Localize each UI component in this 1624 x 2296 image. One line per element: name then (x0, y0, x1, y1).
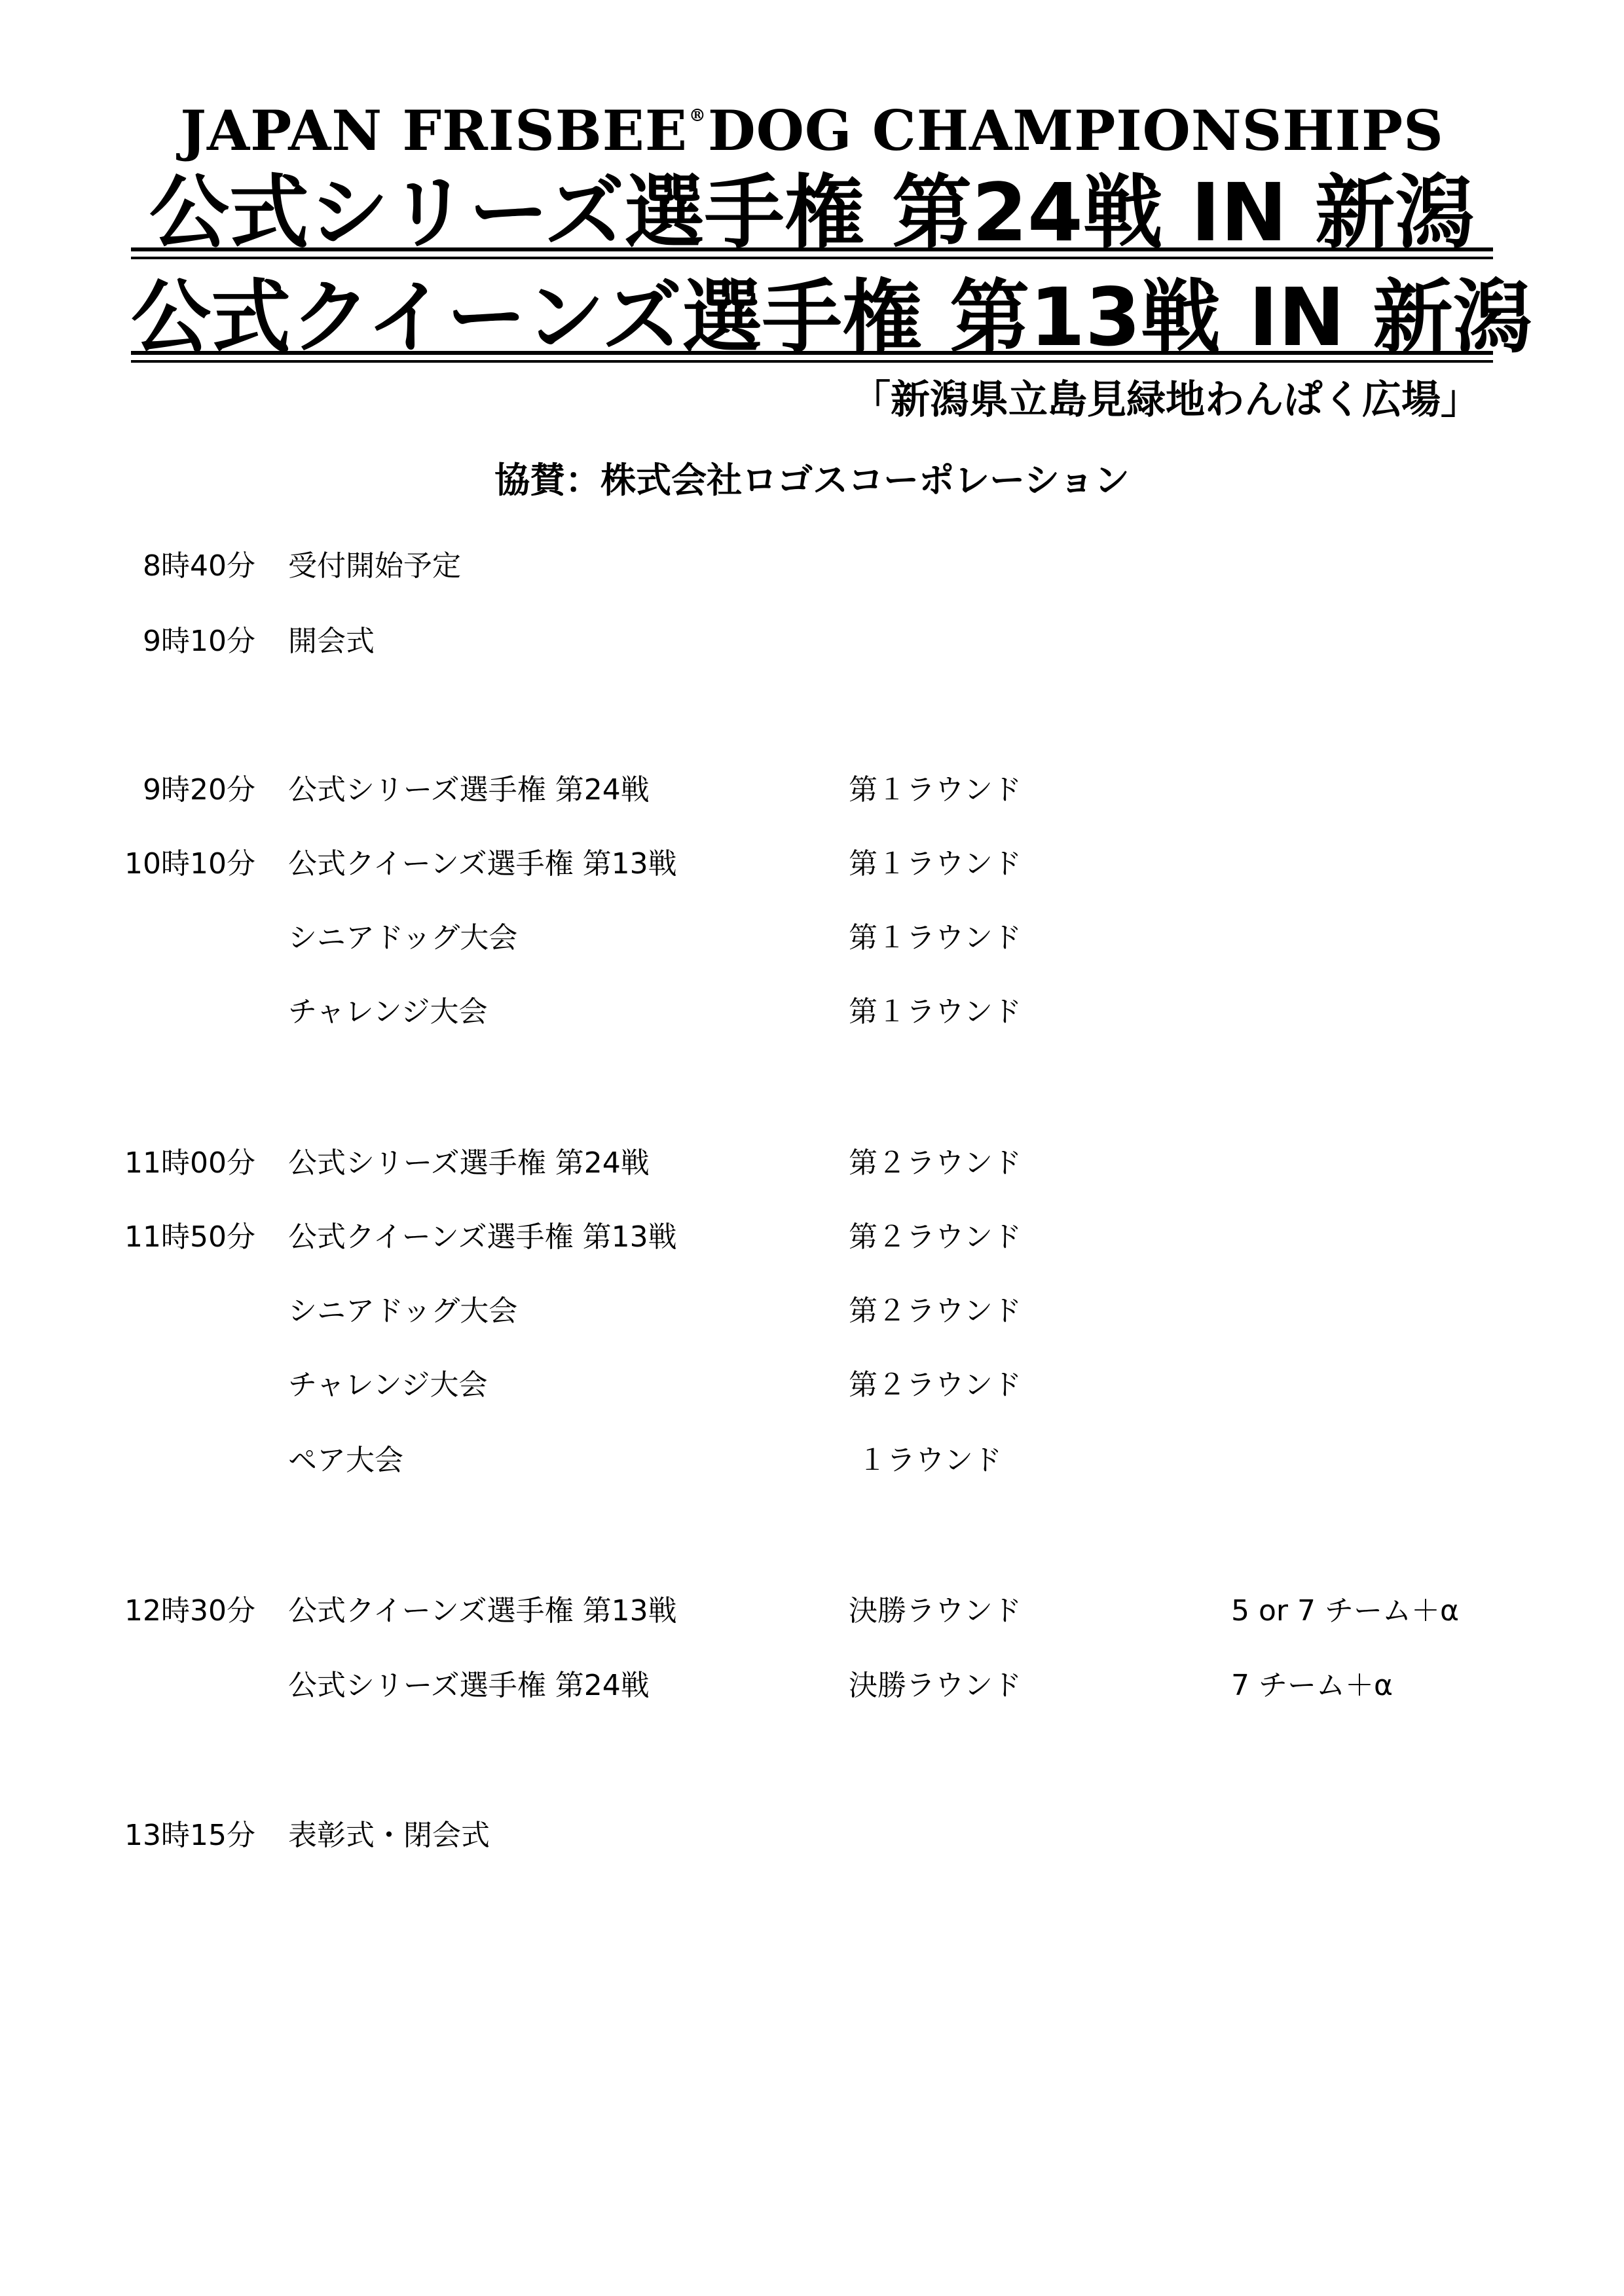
schedule-note: 7 チーム＋α (1231, 1669, 1393, 1702)
brand-title-first: JAPAN FRISBEE (180, 98, 688, 163)
schedule-row (0, 767, 1624, 813)
schedule-row (0, 1288, 1624, 1334)
schedule-event: 公式クイーンズ選手権 第13戦 (288, 1220, 677, 1254)
schedule-time: 13時15分 (124, 1819, 255, 1852)
schedule-round: 第２ラウンド (849, 1368, 1022, 1402)
schedule-event: 公式シリーズ選手権 第24戦 (288, 773, 650, 807)
schedule-time: 12時30分 (124, 1594, 255, 1628)
schedule-row (0, 1362, 1624, 1408)
schedule-time: 9時20分 (143, 773, 255, 807)
schedule-time: 8時40分 (143, 549, 255, 583)
title-underline-2b (131, 360, 1493, 363)
schedule-event: 公式シリーズ選手権 第24戦 (288, 1669, 650, 1702)
schedule-row (0, 1663, 1624, 1709)
schedule-round: 第２ラウンド (849, 1294, 1022, 1328)
schedule-round: 第２ラウンド (849, 1220, 1022, 1254)
schedule-event: チャレンジ大会 (288, 995, 488, 1029)
schedule-round: １ラウンド (858, 1444, 1002, 1477)
venue-name: 「新潟県立島見緑地わんぱく広場」 (851, 377, 1480, 423)
schedule-time: 9時10分 (143, 625, 255, 658)
schedule-event: シニアドッグ大会 (288, 1294, 518, 1328)
title-queens-championship: 公式クイーンズ選手権 第13戦 IN 新潟 (131, 271, 1533, 364)
brand-title-rest: DOG CHAMPIONSHIPS (707, 98, 1444, 163)
schedule-round: 第１ラウンド (849, 921, 1022, 955)
schedule-event: 公式クイーンズ選手権 第13戦 (288, 1594, 677, 1628)
schedule-round: 決勝ラウンド (849, 1669, 1022, 1702)
schedule-row (0, 543, 1624, 589)
schedule-row (0, 1140, 1624, 1186)
title-underline-2 (131, 351, 1493, 355)
schedule-row (0, 841, 1624, 887)
schedule-row (0, 1438, 1624, 1484)
registered-mark: ® (688, 106, 707, 126)
schedule-round: 決勝ラウンド (849, 1594, 1022, 1628)
schedule-event: 受付開始予定 (288, 549, 461, 583)
schedule-event: 公式クイーンズ選手権 第13戦 (288, 847, 677, 881)
schedule-event: シニアドッグ大会 (288, 921, 518, 955)
brand-title (0, 73, 1624, 173)
schedule-round: 第１ラウンド (849, 995, 1022, 1029)
schedule-time: 10時10分 (124, 847, 255, 881)
title-series-championship: 公式シリーズ選手権 第24戦 IN 新潟 (149, 166, 1475, 259)
schedule-note: 5 or 7 チーム＋α (1231, 1594, 1459, 1628)
schedule-round: 第２ラウンド (849, 1146, 1022, 1180)
schedule-row (0, 1813, 1624, 1859)
schedule-row (0, 1588, 1624, 1634)
schedule-event: 表彰式・閉会式 (288, 1819, 490, 1852)
schedule-event: 公式シリーズ選手権 第24戦 (288, 1146, 650, 1180)
title-underline-1b (131, 257, 1493, 259)
schedule-event: 開会式 (288, 625, 375, 658)
schedule-event: ペア大会 (288, 1444, 403, 1477)
schedule-time: 11時00分 (124, 1146, 255, 1180)
schedule-row (0, 989, 1624, 1035)
schedule-row (0, 619, 1624, 665)
schedule-event: チャレンジ大会 (288, 1368, 488, 1402)
schedule-round: 第１ラウンド (849, 773, 1022, 807)
schedule-row (0, 915, 1624, 961)
title-underline-1 (131, 247, 1493, 251)
schedule-round: 第１ラウンド (849, 847, 1022, 881)
schedule-time: 11時50分 (124, 1220, 255, 1254)
schedule-row (0, 1214, 1624, 1260)
sponsor-line: 協賛：株式会社ロゴスコーポレーション (494, 460, 1130, 501)
